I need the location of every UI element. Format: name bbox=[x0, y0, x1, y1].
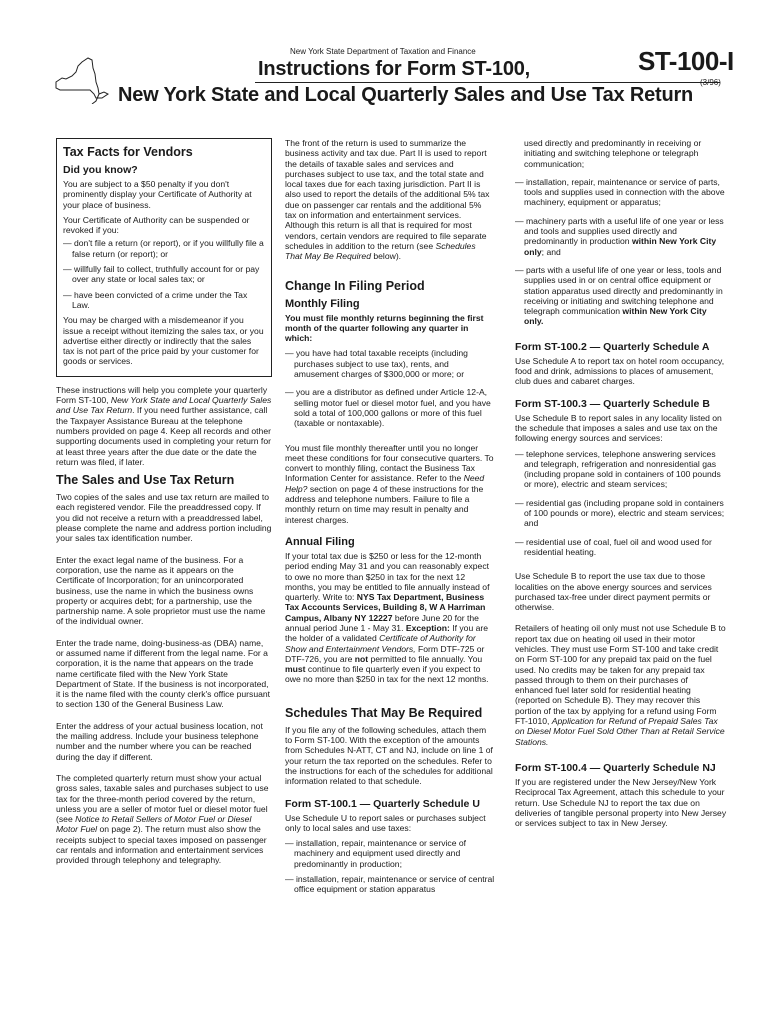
schedule-u-item: — installation, repair, maintenance or service of parts, tools and supplies used in connection with the above machinery, equipment or apparatus; bbox=[515, 176, 725, 208]
column-1 bbox=[56, 138, 272, 871]
column-3 bbox=[515, 138, 727, 833]
monthly-p2: You must file monthly thereafter until you no longer meet these conditions for four consecutive quarters. To convert to monthly filing, contact the Business Tax Information Center for assistance. Refer to the Need Help? section on page 4 of these instructions for the address and telephone numbers. Failure to file a monthly return on time may result in penalty and interest charges. bbox=[285, 442, 494, 525]
monthly-lead: You must file monthly returns beginning the first month of the quarter following any quarter in which: bbox=[285, 312, 484, 344]
sales-p5: The completed quarterly return must show your actual gross sales, taxable sales and purchases subject to use tax for the three-month period covered by the return, unless you are a seller of motor fuel or diesel motor fuel (see Notice to Retail Sellers of Motor Fuel or Diesel Motor Fuel on page 2). The return must also show the receipts subject to special taxes imposed on passenger car rentals and information and entertainment services provided through telephony and telegraphy. bbox=[56, 772, 269, 866]
page-title: Instructions for Form ST-100, bbox=[258, 58, 531, 80]
tax-facts-item: — willfully fail to collect, truthfully account for or pay over any state or local sales tax; or bbox=[63, 264, 260, 285]
tax-facts-p1: You are subject to a $50 penalty if you don't prominently display your Certificate of Authority at your place of business. bbox=[63, 179, 252, 210]
schedule-u-item: — installation, repair, maintenance or service of central office equipment or station apparatus bbox=[285, 874, 495, 895]
schedule-u-heading: Form ST-100.1 — Quarterly Schedule U bbox=[285, 797, 480, 810]
sales-p1: Two copies of the sales and use tax return are mailed to each registered vendor. File the preaddressed copy. If you did not receive a return with a preaddressed label, please complete the name and address portion including your sales tax identification number. bbox=[56, 492, 272, 544]
schedule-u-item-cont: used directly and predominantly in receiving or initiating and switching telephone or telegraph communication; bbox=[524, 138, 702, 169]
tax-facts-item: — don't file a return (or report), or if you willfully file a false return (or report); or bbox=[63, 238, 264, 259]
form-revision: (3/96) bbox=[700, 78, 721, 87]
tax-facts-p3: You may be charged with a misdemeanor if you issue a receipt without itemizing the sales tax, or you advertise either directly or indirectly that the sales tax is not part of the price paid by your customer for goods or services. bbox=[63, 315, 264, 367]
section-change-heading: Change In Filing Period bbox=[285, 278, 425, 293]
intro-paragraph: These instructions will help you complete your quarterly Form ST-100, New York State and Local Quarterly Sales and Use Tax Return. If you need further assistance, call the Taxpayer Assistance Bureau at the telephone numbers provided on page 4. Keep all records and other supporting documents used in completing your return for at least three years after the due date or the date the return was filed, if later. bbox=[56, 384, 272, 467]
sales-p2: Enter the exact legal name of the business. For a corporation, use the name as it appears on the Certificate of Incorporation; for an unincorporated business, use the name in which the business owns property or acquires debt; for a partnership, use the partnership name. A sole proprietor must use the name of the individual owner. bbox=[56, 554, 266, 627]
schedule-nj-heading: Form ST-100.4 — Quarterly Schedule NJ bbox=[515, 761, 716, 774]
column-2 bbox=[285, 138, 495, 900]
monthly-heading: Monthly Filing bbox=[285, 297, 360, 310]
new-york-state-map-icon bbox=[52, 54, 110, 104]
schedule-a-paragraph: Use Schedule A to report tax on hotel room occupancy, food and drink, admissions to places of amusement, club dues and cabaret charges. bbox=[515, 355, 725, 387]
schedule-a-heading: Form ST-100.2 — Quarterly Schedule A bbox=[515, 340, 710, 353]
schedule-b-item: — residential use of coal, fuel oil and wood used for residential heating. bbox=[515, 536, 712, 557]
schedule-b-item: — telephone services, telephone answering services and telegraph, refrigeration and nonresidential gas (including propane sold in containers of 100 pounds or more), electric and steam services; bbox=[515, 448, 721, 490]
schedule-u-item: — machinery parts with a useful life of one year or less and tools and supplies used directly and predominantly in production within New York City only; and bbox=[515, 215, 724, 257]
schedule-b-heading: Form ST-100.3 — Quarterly Schedule B bbox=[515, 397, 710, 410]
tax-facts-box bbox=[56, 138, 272, 377]
annual-paragraph: If your total tax due is $250 or less for the 12-month period ending May 31 and you can reasonably expect to owe no more than $250 in tax for the next 12 months, you may be entitled to file annually instead of quarterly. Write to: NYS Tax Department, Business Tax Accounts Services, Building 8, W A Harriman Campus, Albany NY 12227 before June 20 for the annual period June 1 - May 31. Exception: If you are the holder of a validated Certificate of Authority for Show and Entertainment Vendors, Form DTF-725 or DTF-726, you are not permitted to file annually. You must continue to file quarterly even if you expect to owe no more than $250 in tax for the next 12 months. bbox=[285, 550, 490, 685]
tax-facts-subtitle: Did you know? bbox=[63, 164, 138, 176]
schedule-u-item: — parts with a useful life of one year or less, tools and supplies used in or on central office equipment or station apparatus used directly and predominantly in receiving or initiating and switching telephone and telegraph communication within New York City only. bbox=[515, 264, 723, 327]
header-rule bbox=[255, 82, 720, 83]
front-paragraph: The front of the return is used to summarize the business activity and tax due. Part II is used to report the details of taxable sales and services and purchases subject to use tax, and the total state and local taxes due for each taxing jurisdiction. Part II is also used to report the details of the additional 5% tax due on passenger car rentals and the additional 5% tax on information and entertainment services. Although this return is all that is required for most vendors, certain vendors are required to file separate schedules in addition to the return (see Schedules That May Be Required below). bbox=[285, 138, 490, 262]
sales-p4: Enter the address of your actual business location, not the mailing address. Include your business telephone number and the number where you can be reached during the day if different. bbox=[56, 720, 263, 762]
schedule-nj-paragraph: If you are registered under the New Jersey/New York Reciprocal Tax Agreement, attach this schedule to your return. Use Schedule NJ to report the tax due on deliveries of tangible personal property into New Jersey or services subject to tax in New Jersey. bbox=[515, 776, 727, 829]
monthly-item: — you have had total taxable receipts (including purchases subject to use tax), rents, and amusement charges of $300,000 or more; or bbox=[285, 348, 468, 380]
schedule-b-p2: Use Schedule B to report the use tax due to those localities on the above energy sources and services purchased tax-free under direct payment permits or otherwise. bbox=[515, 571, 712, 613]
schedule-b-item: — residential gas (including propane sold in containers of 100 pounds or more), electric and steam services; and bbox=[515, 497, 725, 529]
tax-facts-item: — have been convicted of a crime under the Tax Law. bbox=[63, 289, 248, 310]
form-number: ST-100-I bbox=[638, 46, 734, 76]
tax-facts-p2: Your Certificate of Authority can be suspended or revoked if you: bbox=[63, 214, 250, 236]
schedule-b-paragraph: Use Schedule B to report sales in any locality listed on the schedule that imposes a sales and use tax on the following energy sources and services: bbox=[515, 412, 722, 444]
sales-p3: Enter the trade name, doing-business-as (DBA) name, or assumed name if different from the legal name. For a corporation, it is the name that appears on the trade name certificate filed with the New York State Department of State. If the business is not incorporated, it is the name filed with the county clerk's office pursuant to section 130 of the General Business Law. bbox=[56, 637, 271, 710]
section-schedules-heading: Schedules That May Be Required bbox=[285, 705, 483, 720]
schedules-paragraph: If you file any of the following schedules, attach them to Form ST-100. With the exception of the amounts from Schedules N-ATT, CT and NJ, include on line 1 of your return the tax reported on the schedules. Refer to the instructions for each of the schedules for additional information related to that schedule. bbox=[285, 724, 493, 787]
schedule-u-paragraph: Use Schedule U to report sales or purchases subject only to local sales and use taxes: bbox=[285, 812, 486, 833]
page-subtitle: New York State and Local Quarterly Sales and Use Tax Return bbox=[118, 84, 694, 106]
annual-heading: Annual Filing bbox=[285, 535, 355, 548]
department-name: New York State Department of Taxation and Finance bbox=[290, 47, 476, 56]
tax-facts-title: Tax Facts for Vendors bbox=[63, 145, 193, 159]
monthly-item: — you are a distributor as defined under Article 12-A, selling motor fuel or diesel motor fuel, and you have sold a total of 100,000 gallons or more of this fuel (taxable or nontaxable). bbox=[285, 387, 491, 429]
section-sales-heading: The Sales and Use Tax Return bbox=[56, 473, 235, 488]
schedule-b-p3: Retailers of heating oil only must not use Schedule B to report tax due on heating oil used in their motor vehicles. They must use Form ST-100 and take credit on Form ST-100 for any prepaid tax paid on the fuel used. No credits may be taken for any prepaid tax passed through to them on their purchases of enhanced fuel later sold for residential heating (reported on Schedule B). They may recover this portion of the tax by applying for a refund using Form FT-1010, Application for Refund of Prepaid Sales Tax on Diesel Motor Fuel Sold Other Than at Retail Service Stations. bbox=[515, 623, 726, 747]
schedule-u-item: — installation, repair, maintenance or service of machinery and equipment used directly and predominantly in production; bbox=[285, 838, 467, 869]
